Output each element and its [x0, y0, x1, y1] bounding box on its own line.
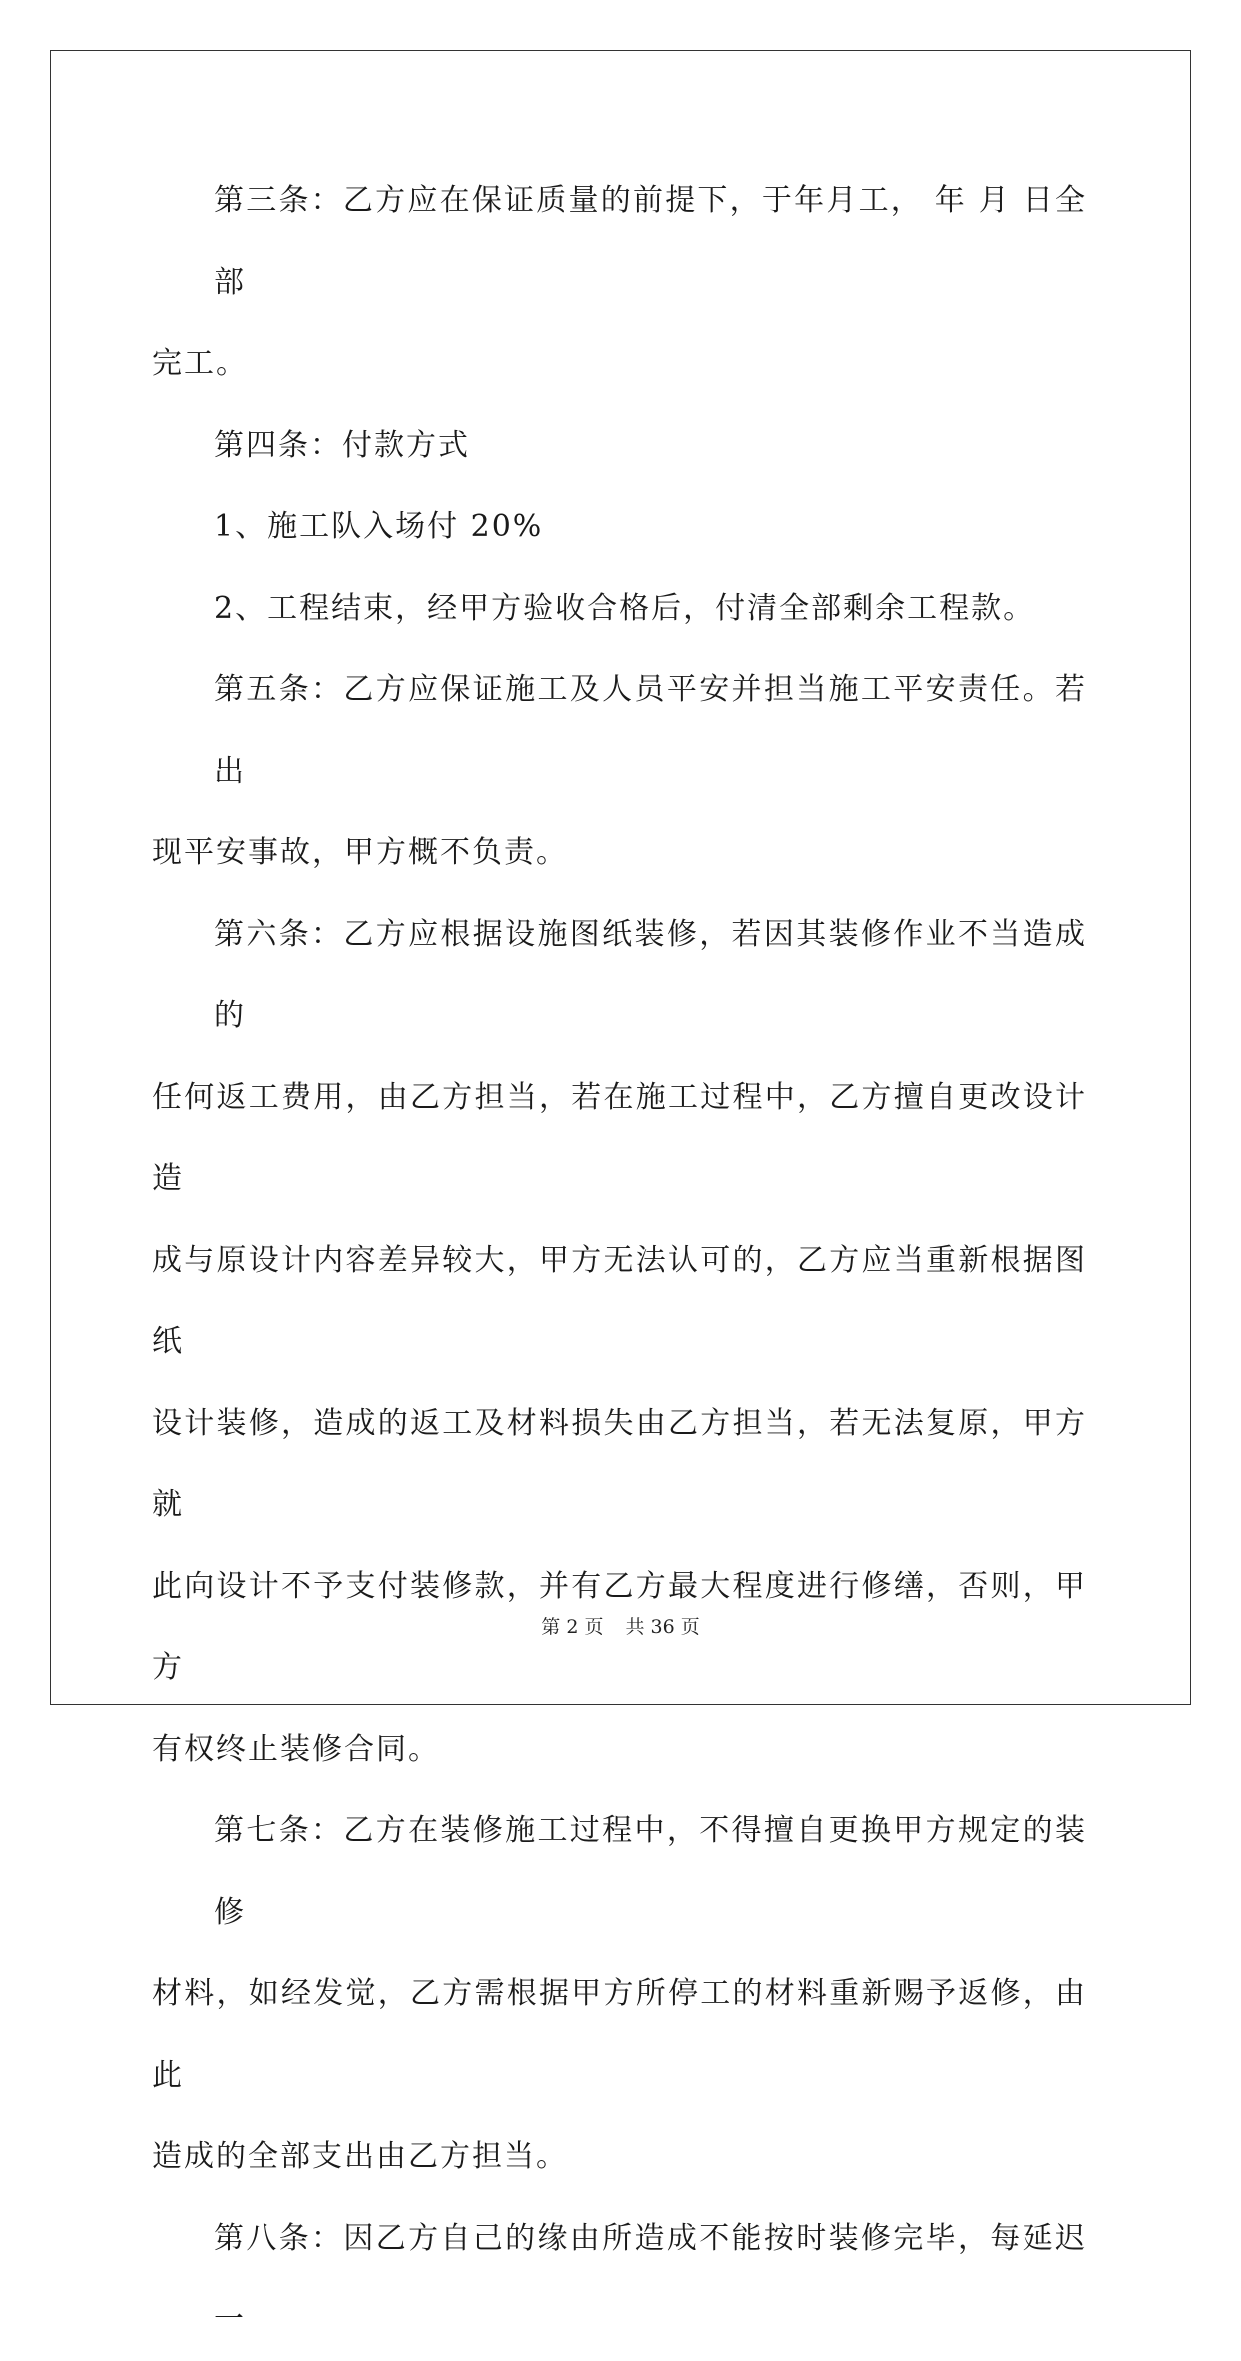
paragraph-article-4 — [152, 405, 1087, 487]
paragraph-article-3 — [152, 160, 1087, 405]
paragraph-payment-item-2 — [152, 568, 1087, 650]
paragraph-article-8 — [152, 2198, 1087, 2361]
paragraph-line: 设计装修，造成的返工及材料损失由乙方担当，若无法复原，甲方就 — [152, 1405, 1087, 1522]
paragraph-line: 造成的全部支出由乙方担当。 — [152, 2139, 568, 2174]
page-total: 共 36 页 — [625, 1616, 700, 1638]
paragraph-article-6 — [152, 894, 1087, 1791]
document-body — [152, 160, 1087, 2361]
paragraph-line: 2、工程结束，经甲方验收合格后，付清全部剩余工程款。 — [214, 590, 1036, 626]
page-footer — [0, 1612, 1241, 1639]
paragraph-line: 材料，如经发觉，乙方需根据甲方所停工的材料重新赐予返修，由此 — [152, 1976, 1087, 2093]
page-number: 第 2 页 — [541, 1616, 604, 1638]
paragraph-payment-item-1 — [152, 486, 1087, 568]
paragraph-line: 有权终止装修合同。 — [152, 1731, 440, 1767]
paragraph-line: 成与原设计内容差异较大，甲方无法认可的，乙方应当重新根据图纸 — [152, 1242, 1087, 1359]
paragraph-line: 第五条：乙方应保证施工及人员平安并担当施工平安责任。若出 — [214, 672, 1087, 789]
paragraph-line: 完工。 — [152, 346, 248, 381]
paragraph-line: 第六条：乙方应根据设施图纸装修，若因其装修作业不当造成的 — [214, 916, 1087, 1033]
paragraph-line: 第四条：付款方式 — [214, 427, 470, 463]
paragraph-line: 现平安事故，甲方概不负责。 — [152, 835, 568, 870]
paragraph-article-7 — [152, 1790, 1087, 2198]
paragraph-line: 第三条：乙方应在保证质量的前提下，于年月工， 年 月 日全部 — [214, 183, 1087, 300]
paragraph-line: 任何返工费用，由乙方担当，若在施工过程中，乙方擅自更改设计造 — [152, 1079, 1087, 1196]
paragraph-line: 第八条：因乙方自己的缘由所造成不能按时装修完毕，每延迟一 — [214, 2220, 1087, 2337]
paragraph-line: 第七条：乙方在装修施工过程中，不得擅自更换甲方规定的装修 — [214, 1813, 1087, 1930]
paragraph-line: 此向设计不予支付装修款，并有乙方最大程度进行修缮，否则，甲方 — [152, 1568, 1087, 1685]
paragraph-article-5 — [152, 649, 1087, 894]
paragraph-line: 1、施工队入场付 20% — [214, 509, 544, 544]
